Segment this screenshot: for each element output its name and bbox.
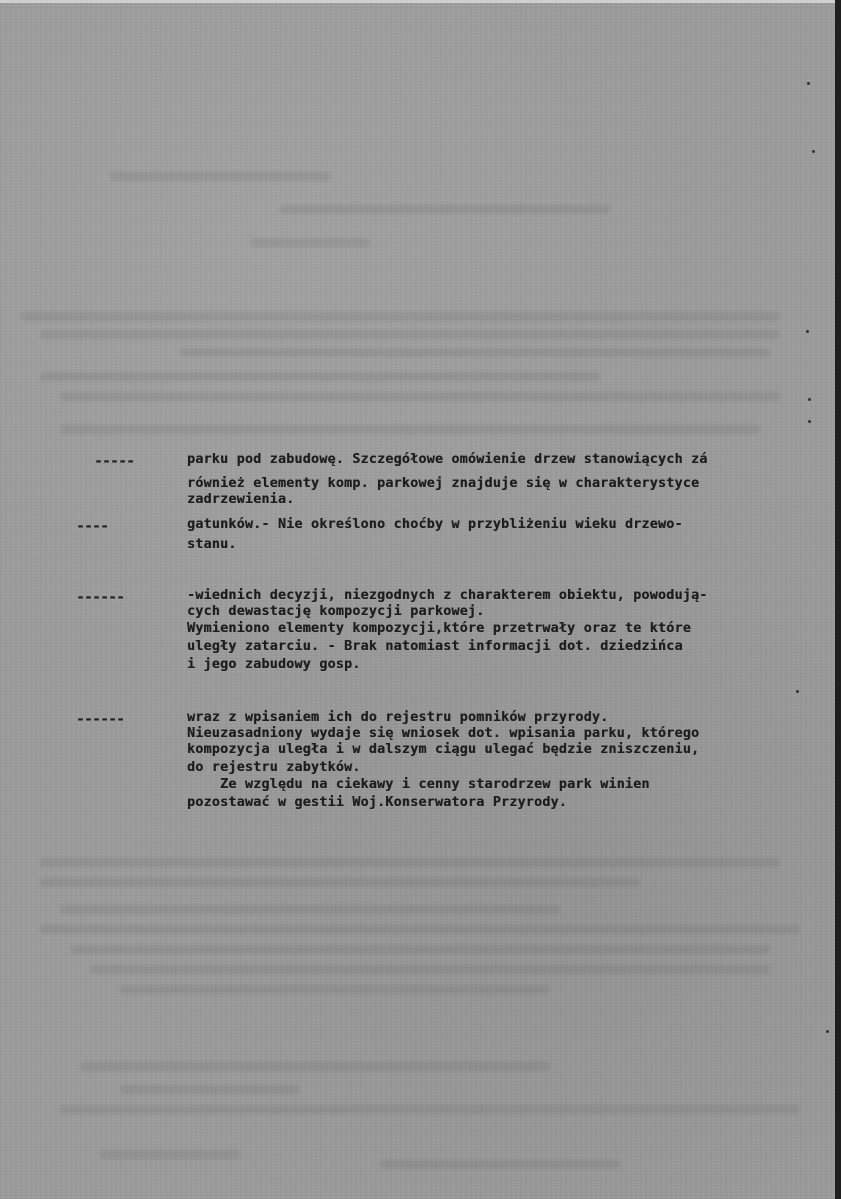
scan-edge-right: [835, 0, 841, 1199]
text-line: uległy zatarciu. - Brak natomiast informacji dot. dziedzińca: [187, 639, 683, 654]
text-line: kompozycja uległa i w dalszym ciągu ulegać będzie zniszczeniu,: [187, 742, 700, 757]
bleed-through-line: [100, 1150, 240, 1159]
section-marker: ----: [76, 517, 109, 535]
bleed-through-line: [90, 965, 770, 974]
bleed-through-line: [60, 425, 760, 434]
bleed-through-line: [80, 1062, 550, 1071]
margin-mark: [808, 420, 811, 423]
section-marker: ------: [76, 588, 125, 606]
text-line: stanu.: [187, 537, 237, 552]
text-line: parku pod zabudowę. Szczegółowe omówienie drzew stanowiących zá: [187, 452, 708, 467]
bleed-through-line: [40, 878, 640, 887]
text-line: zadrzewienia.: [187, 492, 295, 507]
bleed-through-line: [250, 238, 370, 247]
bleed-through-line: [40, 858, 780, 867]
text-line: do rejestru zabytków.: [187, 760, 361, 775]
bleed-through-line: [40, 925, 800, 934]
section-marker: ------: [76, 710, 125, 728]
bleed-through-line: [40, 330, 780, 339]
bleed-through-line: [110, 172, 330, 181]
text-line: pozostawać w gestii Woj.Konserwatora Przyrody.: [187, 795, 568, 810]
margin-mark: [808, 398, 811, 401]
bleed-through-line: [380, 1160, 620, 1169]
bleed-through-line: [60, 392, 780, 401]
bleed-through-line: [120, 1085, 300, 1094]
margin-mark: [807, 82, 810, 85]
scan-edge-top: [0, 0, 841, 3]
text-line: Ze względu na ciekawy i cenny starodrzew park winien: [187, 777, 650, 792]
bleed-through-line: [60, 905, 560, 914]
section-marker: -----: [94, 452, 135, 470]
text-line: również elementy komp. parkowej znajduje się w charakterystyce: [187, 476, 700, 491]
margin-mark: [812, 150, 815, 153]
text-line: Nieuzasadniony wydaje się wniosek dot. wpisania parku, którego: [187, 726, 700, 741]
text-line: Wymieniono elementy kompozycji,które przetrwały oraz te które: [187, 621, 691, 636]
bleed-through-line: [20, 312, 780, 321]
text-line: gatunków.- Nie określono choćby w przybliżeniu wieku drzewo-: [187, 517, 683, 532]
bleed-through-line: [40, 372, 600, 381]
text-line: cych dewastację kompozycji parkowej.: [187, 604, 485, 619]
margin-mark: [826, 1030, 829, 1033]
bleed-through-line: [70, 945, 770, 954]
text-line: -wiednich decyzji, niezgodnych z charakterem obiektu, powodują-: [187, 588, 708, 603]
text-line: wraz z wpisaniem ich do rejestru pomników przyrody.: [187, 710, 609, 725]
margin-mark: [806, 330, 809, 333]
bleed-through-line: [60, 1105, 800, 1114]
bleed-through-line: [280, 205, 610, 214]
margin-mark: [796, 690, 799, 693]
bleed-through-line: [120, 985, 550, 994]
text-line: i jego zabudowy gosp.: [187, 657, 361, 672]
bleed-through-line: [180, 348, 770, 357]
